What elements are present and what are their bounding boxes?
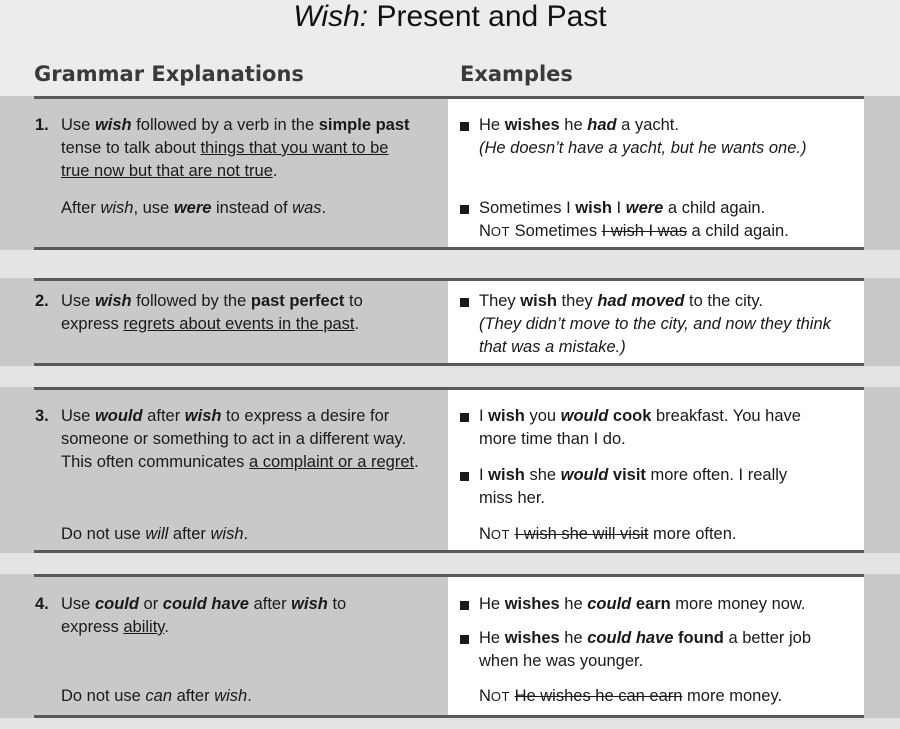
section-bottom-rule — [34, 715, 864, 718]
not-label: N — [479, 687, 491, 705]
key-word: were — [173, 199, 212, 217]
text-run: Sometimes — [514, 222, 602, 240]
text-run: Use — [61, 595, 95, 613]
example-line — [479, 428, 626, 451]
text-run: Use — [61, 116, 95, 134]
italic-text: wish — [214, 687, 248, 705]
explanation-line — [61, 451, 419, 474]
not-label: N — [479, 525, 491, 543]
example-line — [479, 627, 811, 650]
bold-term: wish — [520, 292, 557, 310]
example-line — [479, 464, 787, 487]
text-run: express — [61, 618, 124, 636]
bold-term: visit — [612, 466, 646, 484]
incorrect-strikethrough: He wishes he can earn — [514, 687, 683, 705]
divider-band — [0, 553, 900, 574]
explanation-note — [61, 197, 326, 220]
explanation-line — [61, 405, 389, 428]
bullet-icon — [460, 413, 469, 422]
key-word: would — [560, 407, 609, 425]
example-line — [479, 313, 831, 336]
explanation-line — [61, 137, 388, 160]
example-line — [479, 197, 765, 220]
text-run: more money now. — [670, 595, 806, 613]
text-run: Use — [61, 407, 95, 425]
section-top-rule — [34, 387, 864, 390]
bold-term: wishes — [504, 629, 560, 647]
text-run: she — [524, 466, 561, 484]
text-run: . — [247, 687, 252, 705]
header-grammar-explanations: Grammar Explanations — [34, 62, 304, 86]
italic-text: wish — [100, 199, 134, 217]
text-run: I — [611, 199, 626, 217]
text-run: after — [168, 525, 211, 543]
key-word: could — [94, 595, 139, 613]
bullet-icon — [460, 635, 469, 644]
key-word: had moved — [597, 292, 685, 310]
text-run: when he was younger. — [479, 652, 644, 670]
not-label-smallcaps: OT — [490, 689, 510, 704]
text-run: . — [354, 315, 360, 333]
text-run: They — [479, 292, 521, 310]
bullet-icon — [460, 298, 469, 307]
text-run: He — [479, 116, 505, 134]
bullet-icon — [460, 601, 469, 610]
italic-text: (He doesn’t have a yacht, but he wants one.) — [479, 139, 807, 157]
bold-term: simple past — [318, 116, 410, 134]
underlined-phrase: ability — [123, 618, 165, 636]
text-run: more often. I really — [645, 466, 788, 484]
text-run: followed by the — [131, 292, 251, 310]
text-run: someone or something to act in a different way. — [61, 430, 407, 448]
key-word: wish — [291, 595, 328, 613]
text-run: more time than I do. — [479, 430, 626, 448]
text-run: or — [138, 595, 163, 613]
bold-term: wish — [575, 199, 612, 217]
key-word: could have — [587, 629, 674, 647]
text-run: . — [243, 525, 249, 543]
section-top-rule — [34, 96, 864, 99]
text-run: to express a desire for — [221, 407, 390, 425]
divider-band — [0, 250, 900, 278]
explanation-line — [61, 428, 406, 451]
text-run: , use — [133, 199, 174, 217]
underlined-phrase: a complaint or a regret — [249, 453, 415, 471]
incorrect-example — [479, 523, 737, 546]
bullet-icon — [460, 205, 469, 214]
incorrect-example — [479, 220, 789, 243]
example-line — [479, 405, 801, 428]
bold-term: past perfect — [250, 292, 345, 310]
text-run: he — [559, 595, 588, 613]
underlined-phrase: things that you want to be — [200, 139, 389, 157]
text-run: you — [524, 407, 561, 425]
explanation-line — [61, 160, 277, 183]
example-line — [479, 487, 545, 510]
text-run: tense to talk about — [61, 139, 201, 157]
explanation-line — [61, 616, 169, 639]
text-run: he — [559, 629, 588, 647]
text-run: . — [164, 618, 169, 636]
text-run: He — [479, 629, 505, 647]
text-run: instead of — [211, 199, 293, 217]
example-line — [479, 593, 806, 616]
bullet-icon — [460, 122, 469, 131]
text-run: Do not use — [61, 525, 146, 543]
italic-text: can — [145, 687, 172, 705]
key-word: could — [587, 595, 632, 613]
divider-band — [0, 366, 900, 387]
italic-text: that was a mistake.) — [479, 338, 626, 356]
explanation-line — [61, 114, 410, 137]
example-line — [479, 114, 679, 137]
text-run: Use — [61, 292, 95, 310]
not-label-smallcaps: OT — [490, 527, 510, 542]
text-run: followed by a verb in the — [131, 116, 319, 134]
text-run: after — [248, 595, 292, 613]
text-run: Sometimes I — [479, 199, 576, 217]
title-wish: Wish: — [293, 0, 369, 33]
not-label-smallcaps: OT — [490, 224, 510, 239]
text-run: to — [344, 292, 363, 310]
not-label: N — [479, 222, 491, 240]
italic-text: was — [292, 199, 322, 217]
key-word: wish — [94, 116, 132, 134]
text-run: . — [272, 162, 278, 180]
text-run: . — [321, 199, 327, 217]
text-run: This often communicates — [61, 453, 249, 471]
bold-term: wishes — [504, 116, 560, 134]
grammar-section-4 — [0, 574, 900, 718]
section-bottom-rule — [34, 247, 864, 250]
text-run: more often. — [648, 525, 737, 543]
bold-term: wish — [488, 466, 525, 484]
underlined-phrase: true now but that are not true — [61, 162, 273, 180]
section-number: 2. — [35, 292, 49, 310]
example-line — [479, 137, 806, 160]
section-bottom-rule — [34, 550, 864, 553]
key-word: wish — [184, 407, 222, 425]
key-word: were — [625, 199, 664, 217]
incorrect-strikethrough: I wish I was — [601, 222, 687, 240]
title-rest: Present and Past — [368, 0, 607, 33]
text-run: to — [327, 595, 347, 613]
italic-text: (They didn’t move to the city, and now they think — [479, 315, 831, 333]
underlined-phrase: regrets about events in the past — [123, 315, 355, 333]
text-run: miss her. — [479, 489, 546, 507]
text-run: a yacht. — [616, 116, 679, 134]
page-title — [0, 0, 900, 36]
bold-term: earn — [635, 595, 671, 613]
text-run: more money. — [682, 687, 783, 705]
text-run: a child again. — [663, 199, 766, 217]
text-run: express — [61, 315, 124, 333]
text-run: a child again. — [686, 222, 789, 240]
explanation-line — [61, 290, 363, 313]
text-run: Do not use — [61, 687, 146, 705]
text-run: I — [479, 407, 489, 425]
text-run: to the city. — [684, 292, 763, 310]
grammar-section-2 — [0, 278, 900, 366]
section-top-rule — [34, 574, 864, 577]
text-run: I — [479, 466, 489, 484]
key-word: had — [587, 116, 617, 134]
italic-text: wish — [210, 525, 244, 543]
section-bottom-rule — [34, 363, 864, 366]
key-word: would — [560, 466, 609, 484]
text-run: . — [414, 453, 419, 471]
key-word: wish — [94, 292, 132, 310]
key-word: could have — [162, 595, 249, 613]
incorrect-strikethrough: I wish she will visit — [514, 525, 649, 543]
example-line — [479, 290, 763, 313]
example-line — [479, 650, 643, 673]
text-run: after — [172, 687, 215, 705]
incorrect-example — [479, 685, 782, 708]
section-number: 4. — [35, 595, 49, 613]
explanation-line — [61, 593, 346, 616]
section-top-rule — [34, 278, 864, 281]
explanation-note — [61, 685, 252, 708]
text-run: He — [479, 595, 505, 613]
divider-band — [0, 718, 900, 729]
text-run: after — [142, 407, 185, 425]
text-run: he — [559, 116, 588, 134]
explanation-line — [61, 313, 359, 336]
bold-term: wishes — [504, 595, 560, 613]
example-line — [479, 336, 626, 359]
bold-term: cook — [612, 407, 652, 425]
section-number: 1. — [35, 116, 49, 134]
bold-term: found — [678, 629, 724, 647]
text-run: they — [556, 292, 598, 310]
header-examples: Examples — [460, 62, 573, 86]
section-number: 3. — [35, 407, 49, 425]
italic-text: will — [145, 525, 169, 543]
bold-term: wish — [488, 407, 525, 425]
grammar-section-1 — [0, 96, 900, 250]
text-run: breakfast. You have — [651, 407, 801, 425]
bullet-icon — [460, 472, 469, 481]
text-run: a better job — [723, 629, 811, 647]
text-run: After — [61, 199, 101, 217]
grammar-section-3 — [0, 387, 900, 553]
explanation-note — [61, 523, 248, 546]
key-word: would — [94, 407, 143, 425]
